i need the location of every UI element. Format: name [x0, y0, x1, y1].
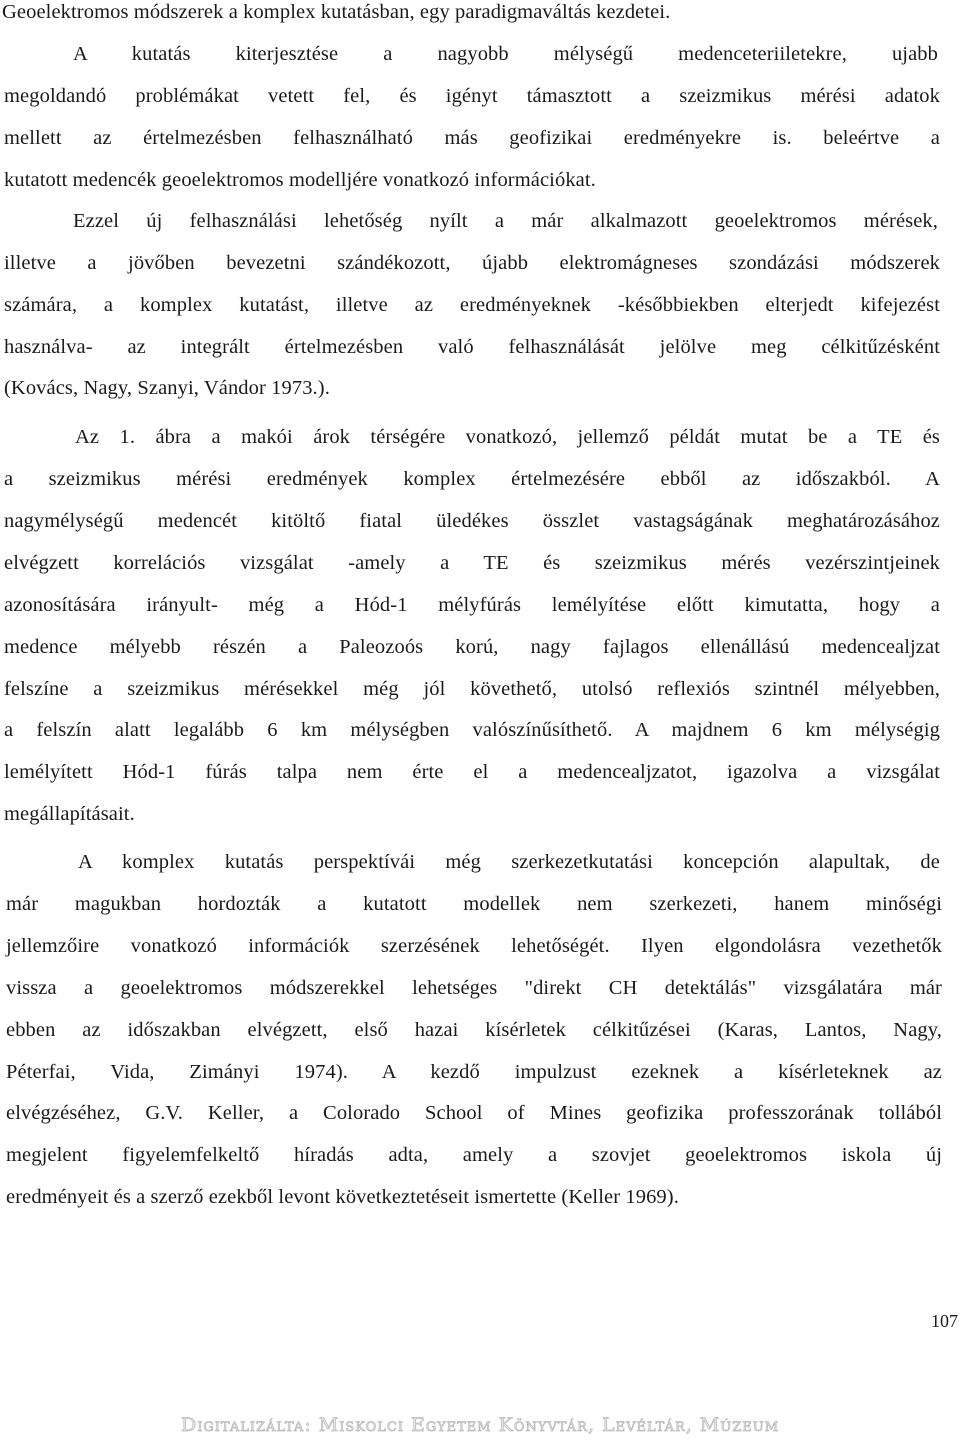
text-line: mellett az értelmezésben felhasználható más geofizikai eredményekre is. beleértve a: [4, 127, 940, 149]
text-line: felszíne a szeizmikus mérésekkel még jól követhető, utolsó reflexiós szintnél mélyebben,: [4, 678, 940, 700]
text-line: megállapításait.: [4, 803, 135, 825]
text-line: Ezzel új felhasználási lehetőség nyílt a már alkalmazott geoelektromos mérések,: [73, 210, 938, 232]
text-line: Az 1. ábra a makói árok térségére vonatkozó, jellemző példát mutat be a TE és: [75, 426, 940, 448]
text-line: számára, a komplex kutatást, illetve az eredményeknek -későbbiekben elterjedt kifejezést: [4, 294, 940, 316]
text-line: vissza a geoelektromos módszerekkel lehetséges "direkt CH detektálás" vizsgálatára már: [6, 977, 942, 999]
text-line: (Kovács, Nagy, Szanyi, Vándor 1973.).: [4, 377, 330, 399]
text-line: Péterfai, Vida, Zimányi 1974). A kezdő impulzust ezeknek a kísérleteknek az: [6, 1061, 942, 1083]
text-line: a felszín alatt legalább 6 km mélységben valószínűsíthető. A majdnem 6 km mélységig: [4, 719, 940, 741]
text-line: elvégzéséhez, G.V. Keller, a Colorado School of Mines geofizika professzorának tollából: [6, 1102, 942, 1124]
text-line: azonosítására irányult- még a Hód-1 mélyfúrás lemélyítése előtt kimutatta, hogy a: [4, 594, 940, 616]
text-line: megjelent figyelemfelkeltő híradás adta, amely a szovjet geoelektromos iskola új: [6, 1144, 942, 1166]
text-line: lemélyített Hód-1 fúrás talpa nem érte el a medencealjzatot, igazolva a vizsgálat: [4, 761, 940, 783]
text-line: kutatott medencék geoelektromos modelljére vonatkozó információkat.: [4, 169, 596, 191]
page-number: 107: [931, 1311, 958, 1331]
text-line: jellemzőire vonatkozó információk szerzésének lehetőségét. Ilyen elgondolásra vezethetők: [6, 935, 942, 957]
text-line: illetve a jövőben bevezetni szándékozott, újabb elektromágneses szondázási módszerek: [4, 252, 940, 274]
heading-line: Geoelektromos módszerek a komplex kutatásban, egy paradigmaváltás kezdetei.: [2, 1, 671, 23]
text-line: medence mélyebb részén a Paleozoós korú, nagy fajlagos ellenállású medencealjzat: [4, 636, 940, 658]
text-line: a szeizmikus mérési eredmények komplex értelmezésére ebből az időszakból. A: [4, 468, 940, 490]
text-line: ebben az időszakban elvégzett, első hazai kísérletek célkitűzései (Karas, Lantos, Nagy,: [6, 1019, 942, 1041]
text-line: használva- az integrált értelmezésben való felhasználását jelölve meg célkitűzésként: [4, 336, 940, 358]
text-line: elvégzett korrelációs vizsgálat -amely a TE és szeizmikus mérés vezérszintjeinek: [4, 552, 940, 574]
text-line: megoldandó problémákat vetett fel, és igényt támasztott a szeizmikus mérési adatok: [4, 85, 940, 107]
text-line: már magukban hordozták a kutatott modellek nem szerkezeti, hanem minőségi: [6, 893, 942, 915]
text-line: eredményeit és a szerző ezekből levont következtetéseit ismertette (Keller 1969).: [6, 1186, 679, 1208]
digitization-credit: Digitalizálta: Miskolci Egyetem Könyvtár, Levéltár, Múzeum: [180, 1414, 780, 1436]
text-line: A komplex kutatás perspektívái még szerkezetkutatási koncepción alapultak, de: [78, 851, 940, 873]
text-line: A kutatás kiterjesztése a nagyobb mélységű medenceteriiletekre, ujabb: [73, 43, 938, 65]
text-line: nagymélységű medencét kitöltő fiatal üledékes összlet vastagságának meghatározásához: [4, 510, 940, 532]
